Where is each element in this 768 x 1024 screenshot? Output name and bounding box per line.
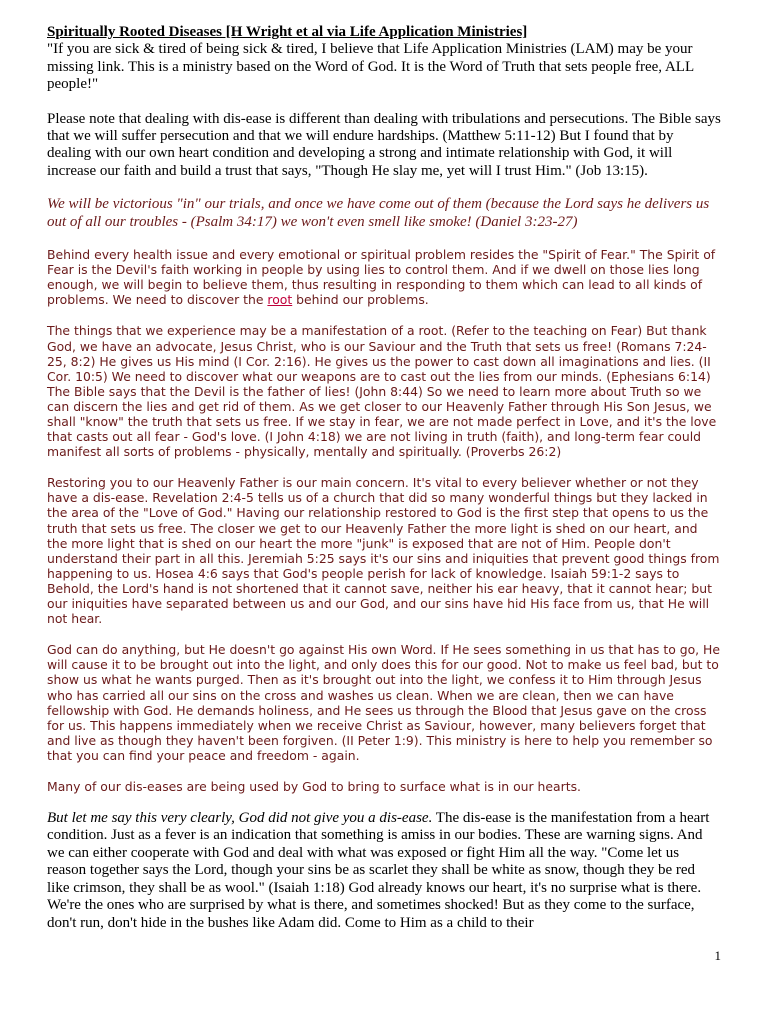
page-number: 1: [714, 948, 721, 963]
intro-block: [47, 24, 721, 180]
paragraph-victorious: We will be victorious "in" our trials, and once we have come out of them (because the Lord says he delivers us out of all our troubles - (Psalm 34:17) we won't even smell like smoke! (Daniel 3:23-27): [47, 196, 710, 230]
paragraph-dis-eases: Many of our dis-eases are being used by God to bring to surface what is in our hearts.: [47, 778, 581, 794]
paragraph-god-can: God can do anything, but He doesn't go against His own Word. If He sees something in us that has to go, He will cause it to be brought out into the light, and only does this for our good. Not to make us feel bad, but to show us what he wants purged. Then as it's brought out into the light, we confess it to Him through Jesus who has carried all our sins on the cross and washes us clean. When we are clean, then we can have fellowship with God. He demands holiness, and He sees us through the Blood that Jesus gave on the cross for us. This happens immediately when we receive Christ as Saviour, however, many believers forget that and live as though they haven't been forgiven. (II Peter 1:9). This ministry is here to help you remember so that you can find your peace and freedom - again.: [47, 642, 720, 763]
paragraph-restoring: Restoring you to our Heavenly Father is our main concern. It's vital to every believer whether or not they have a dis-ease. Revelation 2:4-5 tells us of a church that did so many wonderful things but they lacked in the area of the "Love of God." Having our relationship restored to God is the first step that opens to us the truth that sets us free. The closer we get to our Heavenly Father the more light is shed on our heart, and the more light that is shed on our heart the more "junk" is exposed that are not of Him. People don't understand their part in all this. Jeremiah 5:25 says it's our sins and iniquities that prevent good things from happening to us. Hosea 4:6 says that God's people perish for lack of knowledge. Isaiah 59:1-2 says to Behold, the Lord's hand is not shortened that it cannot save, neither his ear heavy, that it cannot hear; but our iniquities have separated between us and our God, and our sins have hid His face from us, that He will not hear.: [47, 475, 720, 627]
paragraph-spirit-of-fear: [47, 247, 721, 307]
paragraph-manifestation: The things that we experience may be a manifestation of a root. (Refer to the teaching on Fear) But thank God, we have an advocate, Jesus Christ, who is our Saviour and the Truth that sets us free! (Romans 7:24-25, 8:2) He gives us His mind (I Cor. 2:16). He gives us the power to cast down all imaginations and lies. (II Cor. 10:5) We need to discover what our weapons are to cast out the lies from our minds. (Ephesians 6:14) The Bible says that the Devil is the father of lies! (John 8:44) So we need to learn more about Truth so we can discern the lies and get rid of them. As we get closer to our Heavenly Father through His Son Jesus, we shall "know" the truth that sets us free. If we stay in fear, we are not made perfect in Love, and it's the love that casts out all fear - God's love. (I John 4:18) we are not living in truth (faith), and long-term fear could manifest all sorts of problems - physically, mentally and spiritually. (Proverbs 26:2): [47, 323, 717, 460]
text-span: Behind every health issue and every emotional or spiritual problem resides the "Spirit of Fear." The Spirit of Fear is the Devil's faith working in people by using lies to control them. And if we dwell on those lies long enough, we will begin to believe them, thus resulting in responding to them which can lead to all kinds of problems. We need to discover the: [47, 247, 716, 308]
page-title: Spiritually Rooted Diseases [H Wright et al via Life Application Ministries]: [47, 24, 528, 40]
paragraph-tribulations: Please note that dealing with dis-ease is different than dealing with tribulations and persecutions. The Bible says that we will suffer persecution and that we will endure hardships. (Matthew 5:11-12) But I found that by dealing with our own heart condition and developing a strong and intimate relationship with God, it will increase our faith and build a trust that says, "Though He slay me, yet will I trust Him." (Job 13:15).: [47, 110, 721, 179]
paragraph-clearly: [47, 810, 721, 932]
text-span: behind our problems.: [292, 292, 429, 308]
intro-paragraph: "If you are sick & tired of being sick & tired, I believe that Life Application Ministries (LAM) may be your missing link. This is a ministry based on the Word of God. It is the Word of Truth that sets people free, ALL people!": [47, 41, 694, 93]
text-span: The dis-ease is the manifestation from a heart condition. Just as a fever is an indication that something is amiss in our bodies. These are warning signs. And we can either cooperate with God and deal with what was exposed or fight Him all the way. "Come let us reason together says the Lord, though your sins be as scarlet they shall be white as snow, though they be red like crimson, they shall be as wool." (Isaiah 1:18) God already knows our heart, it's no surprise what is there. We're the ones who are surprised by what is there, and sometimes shocked! But as they come to the surface, don't run, don't hide in the bushes like Adam did. Come to Him as a child to their: [47, 810, 710, 931]
italic-span: But let me say this very clearly, God did not give you a dis-ease.: [47, 810, 433, 827]
document-page: [47, 24, 721, 947]
root-link[interactable]: root: [267, 292, 293, 308]
